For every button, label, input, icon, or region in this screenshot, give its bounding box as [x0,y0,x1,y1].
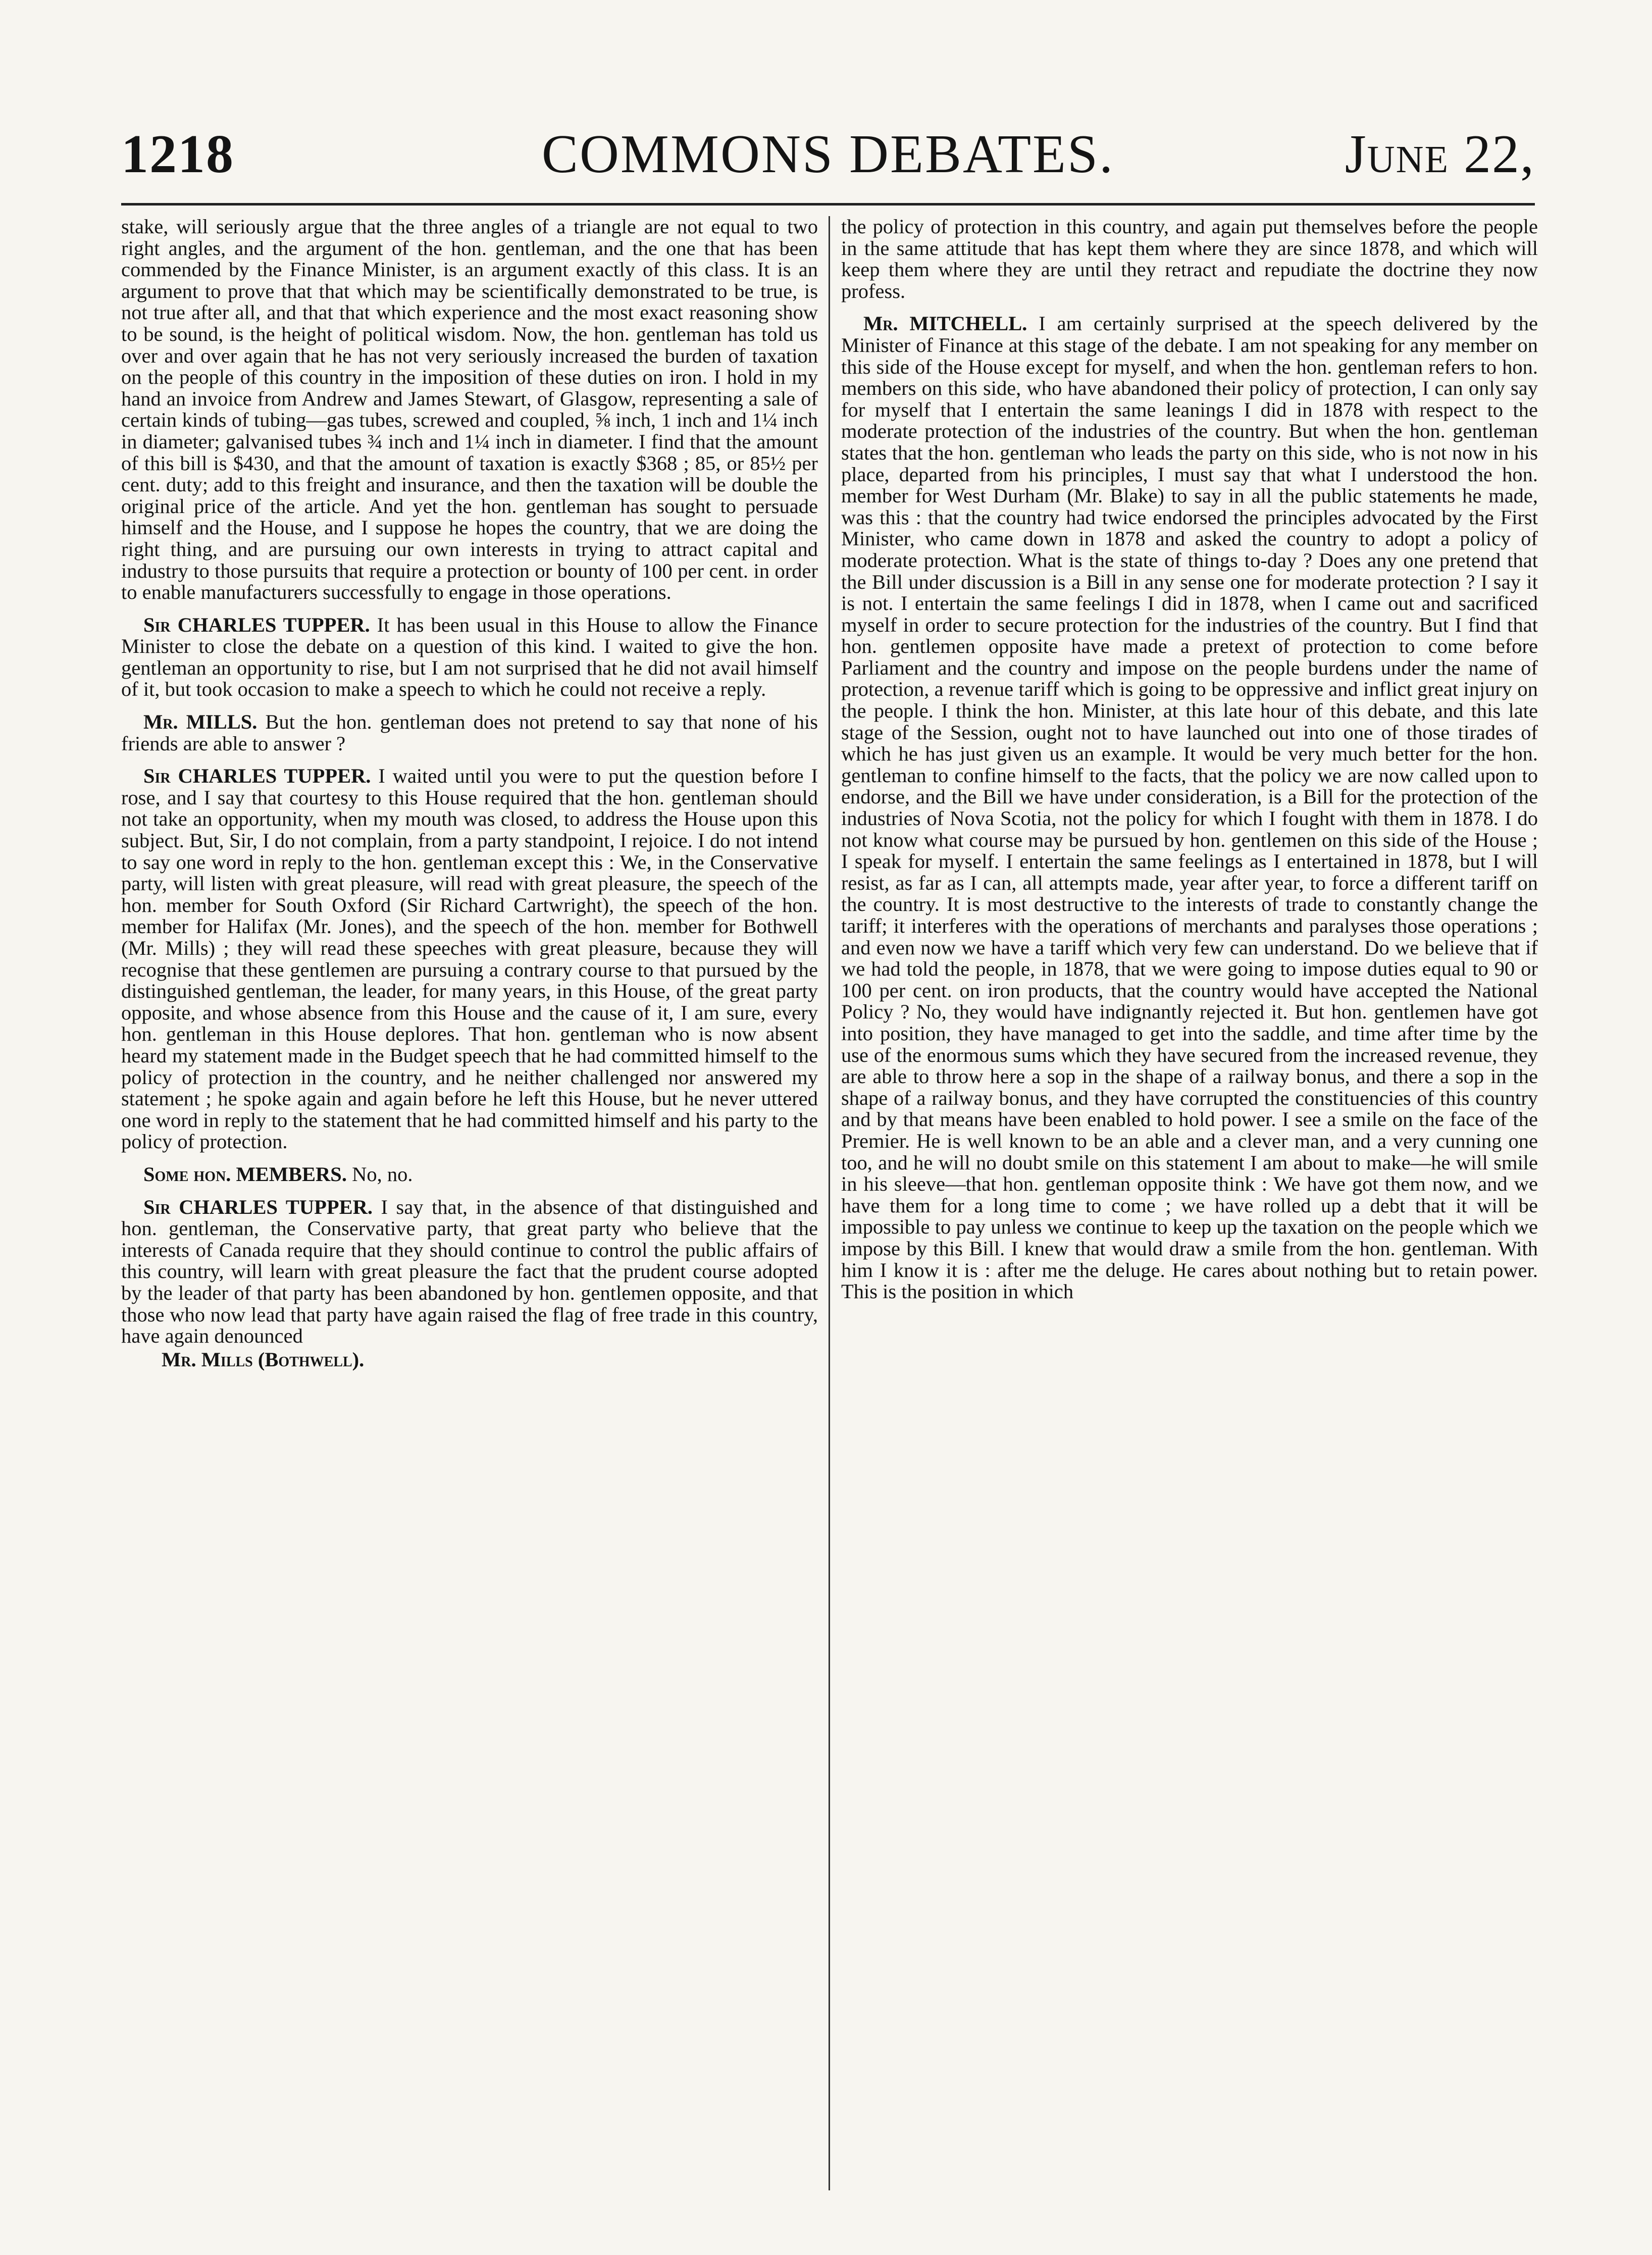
speech-text: I say that, in the absence of that distinguished and hon. gentleman, the Conservative party, that great party who believe that the interests of Canada require that they should continue to control the public affairs of this country, will learn with great pleasure the fact that the prudent course adopted by the leader of that party has been abandoned by hon. gentlemen opposite, and that those who now lead that party have again raised the flag of free trade in this country, have again denounced [121,1195,818,1348]
speaker-name: Some hon. MEMBERS. [143,1162,347,1186]
speech [841,313,1538,1302]
speech-text: But the hon. gentleman does not pretend to say that none of his friends are able to answer ? [121,710,818,755]
paragraph: the policy of protection in this country, and again put themselves before the people in the same attitude that has kept them where they are since 1878, and which will keep them where they are until they retract and repudiate the doctrine they now profess. [841,216,1538,302]
speaker-name: Mr. MITCHELL. [863,312,1027,335]
speaker-name: Sir CHARLES TUPPER. [143,1195,373,1218]
speech-text: I am certainly surprised at the speech delivered by the Minister of Finance at this stage of the debate. I am not speaking for any member on this side of the House except for myself, and when the hon. gentleman refers to hon. members on this side, who have abandoned their policy of protection, I can only say for myself that I entertain the same leanings I did in 1878 with respect to the moderate protection of the industries of the country. But when the hon. gentleman states that the hon. gentleman who leads the party on this side, who is not now in his place, departed from his principles, I must say that what I understood the hon. member for West Durham (Mr. Blake) to say in all the public statements he made, was this : that the country had twice endorsed the principles advocated by the First Minister, who came down in 1878 and asked the country to adopt a policy of moderate protection. What is the state of things to-day ? Does any one pretend that the Bill under discussion is a Bill in any sense one for moderate protection ? I say it is not. I entertain the same feelings I did in 1878, when I came out and sacrificed myself in order to secure protection for the industries of the country. But I find that hon. gentlemen opposite have made a pretext of protection to come before Parliament and the country and impose on the people burdens under the name of protection, a revenue tariff which is going to be oppressive and inflict great injury on the people. I think the hon. Minister, at this late hour of this debate, and this late stage of the Session, ought not to have launched out into one of those tirades of which he has just given us an example. It would be very much better for the hon. gentleman to confine himself to the facts, that the policy we are now called upon to endorse, and the Bill we have under consideration, is a Bill for the protection of the industries of Nova Scotia, not the policy for which I fought with them in 1878. I do not know what course may be pursued by hon. gentlemen on this side of the House ; I speak for myself. I entertain the same feelings as I entertained in 1878, but I will resist, as far as I can, all attempts made, year after year, to force a different tariff on the country. It is most destructive to the interests of trade to constantly change the tariff; it interferes with the operations of merchants and paralyses those operations ; and even now we have a tariff which very few can understand. Do we believe that if we had told the people, in 1878, that we were going to impose duties equal to 90 or 100 per cent. on iron products, that the country would have accepted the National Policy ? No, they would have indignantly rejected it. But hon. gentlemen have got into position, they have managed to get into the saddle, and time after time by the use of the enormous sums which they have secured from the increased revenue, they are able to throw here a sop in the shape of a railway bonus, and there a sop in the shape of a railway bonus, and they have corrupted the constituencies of this country and by that means have been enabled to hold power. I see a smile on the face of the Premier. He is well known to be an able and a clever man, and a very cunning one too, and he will no doubt smile on this statement I am about to make—he will smile in his sleeve—that hon. gentleman opposite think : We have got them now, and we have them for a long time to come ; we have rolled up a debt that it will be impossible to pay unless we continue to keep up the taxation on the people which we impose by this Bill. I knew that would draw a smile from the hon. gentleman. With him I know it is : after me the deluge. He cares about nothing but to retain power. This is the position in which [841,312,1538,1303]
publication-title: COMMONS DEBATES. [541,124,1115,184]
speech [121,614,818,700]
page-footer-speaker: Mr. Mills (Bothwell). [162,1348,365,1371]
left-column [121,216,818,2195]
speech [121,711,818,754]
right-column [841,216,1538,2195]
speaker-name: Sir CHARLES TUPPER. [143,764,371,788]
speech [121,1197,818,1347]
header-rule [121,203,1535,206]
speech [121,765,818,1153]
speech-text: No, no. [346,1162,413,1186]
paragraph: stake, will seriously argue that the three angles of a triangle are not equal to two right angles, and the argument of the hon. gentleman, and the one that has been commended by the Finance Minister, is an argument exactly of this class. It is an argument to prove that that which may be scientifically demonstrated to be true, is not true after all, and that that which experience and the most exact reasoning show to be sound, is the height of political wisdom. Now, the hon. gentleman has told us over and over again that he has not very seriously increased the burden of taxation on the people of this country in the imposition of these duties on iron. I hold in my hand an invoice from Andrew and James Stewart, of Glasgow, representing a sale of certain kinds of tubing—gas tubes, screwed and coupled, ⅝ inch, 1 inch and 1¼ inch in diameter; galvanised tubes ¾ inch and 1¼ inch in diameter. I find that the amount of this bill is $430, and that the amount of taxation is exactly $368 ; 85, or 85½ per cent. duty; add to this freight and insurance, and then the taxation will be double the original price of the article. And yet the hon. gentleman has sought to persuade himself and the House, and I suppose he hopes the country, that we are doing the right thing, and are pursuing our own interests in trying to attract capital and industry to those pursuits that require a protection or bounty of 100 per cent. in order to enable manufacturers successfully to engage in those operations. [121,216,818,604]
speech-text: I waited until you were to put the question before I rose, and I say that courtesy to this House required that the hon. gentleman should not take an opportunity, when my mouth was closed, to address the House upon this subject. But, Sir, I do not complain, from a party standpoint, I rejoice. I do not intend to say one word in reply to the hon. gentleman except this : We, in the Conservative party, will listen with great pleasure, will read with great pleasure, the speech of the hon. member for South Oxford (Sir Richard Cartwright), the speech of the hon. member for Halifax (Mr. Jones), and the speech of the hon. member for Bothwell (Mr. Mills) ; they will read these speeches with great pleasure, because they will recognise that these gentlemen are pursuing a contrary course to that pursued by the distinguished gentleman, the leader, for many years, in this House, of the great party opposite, and whose absence from this House and the cause of it, I am sure, every hon. gentleman in this House deplores. That hon. gentleman who is now absent heard my statement made in the Budget speech that he had committed himself to the policy of protection in the country, and he neither challenged nor answered my statement ; he spoke again and again before he left this House, but he never uttered one word in reply to the statement that he had committed himself and his party to the policy of protection. [121,764,818,1153]
speaker-name: Sir CHARLES TUPPER. [143,613,370,636]
page-header [121,123,1535,189]
header-date: June 22, [1345,124,1535,184]
speech [121,1164,818,1186]
speech-text: It has been usual in this House to allow the Finance Minister to close the debate on a question of this kind. I waited to give the hon. gentleman an opportunity to rise, but I am not surprised that he did not avail himself of it, but took occasion to make a speech to which he could not receive a reply. [121,613,818,701]
page-number: 1218 [121,124,234,184]
column-divider [829,216,830,2190]
speaker-name: Mr. MILLS. [143,710,257,734]
